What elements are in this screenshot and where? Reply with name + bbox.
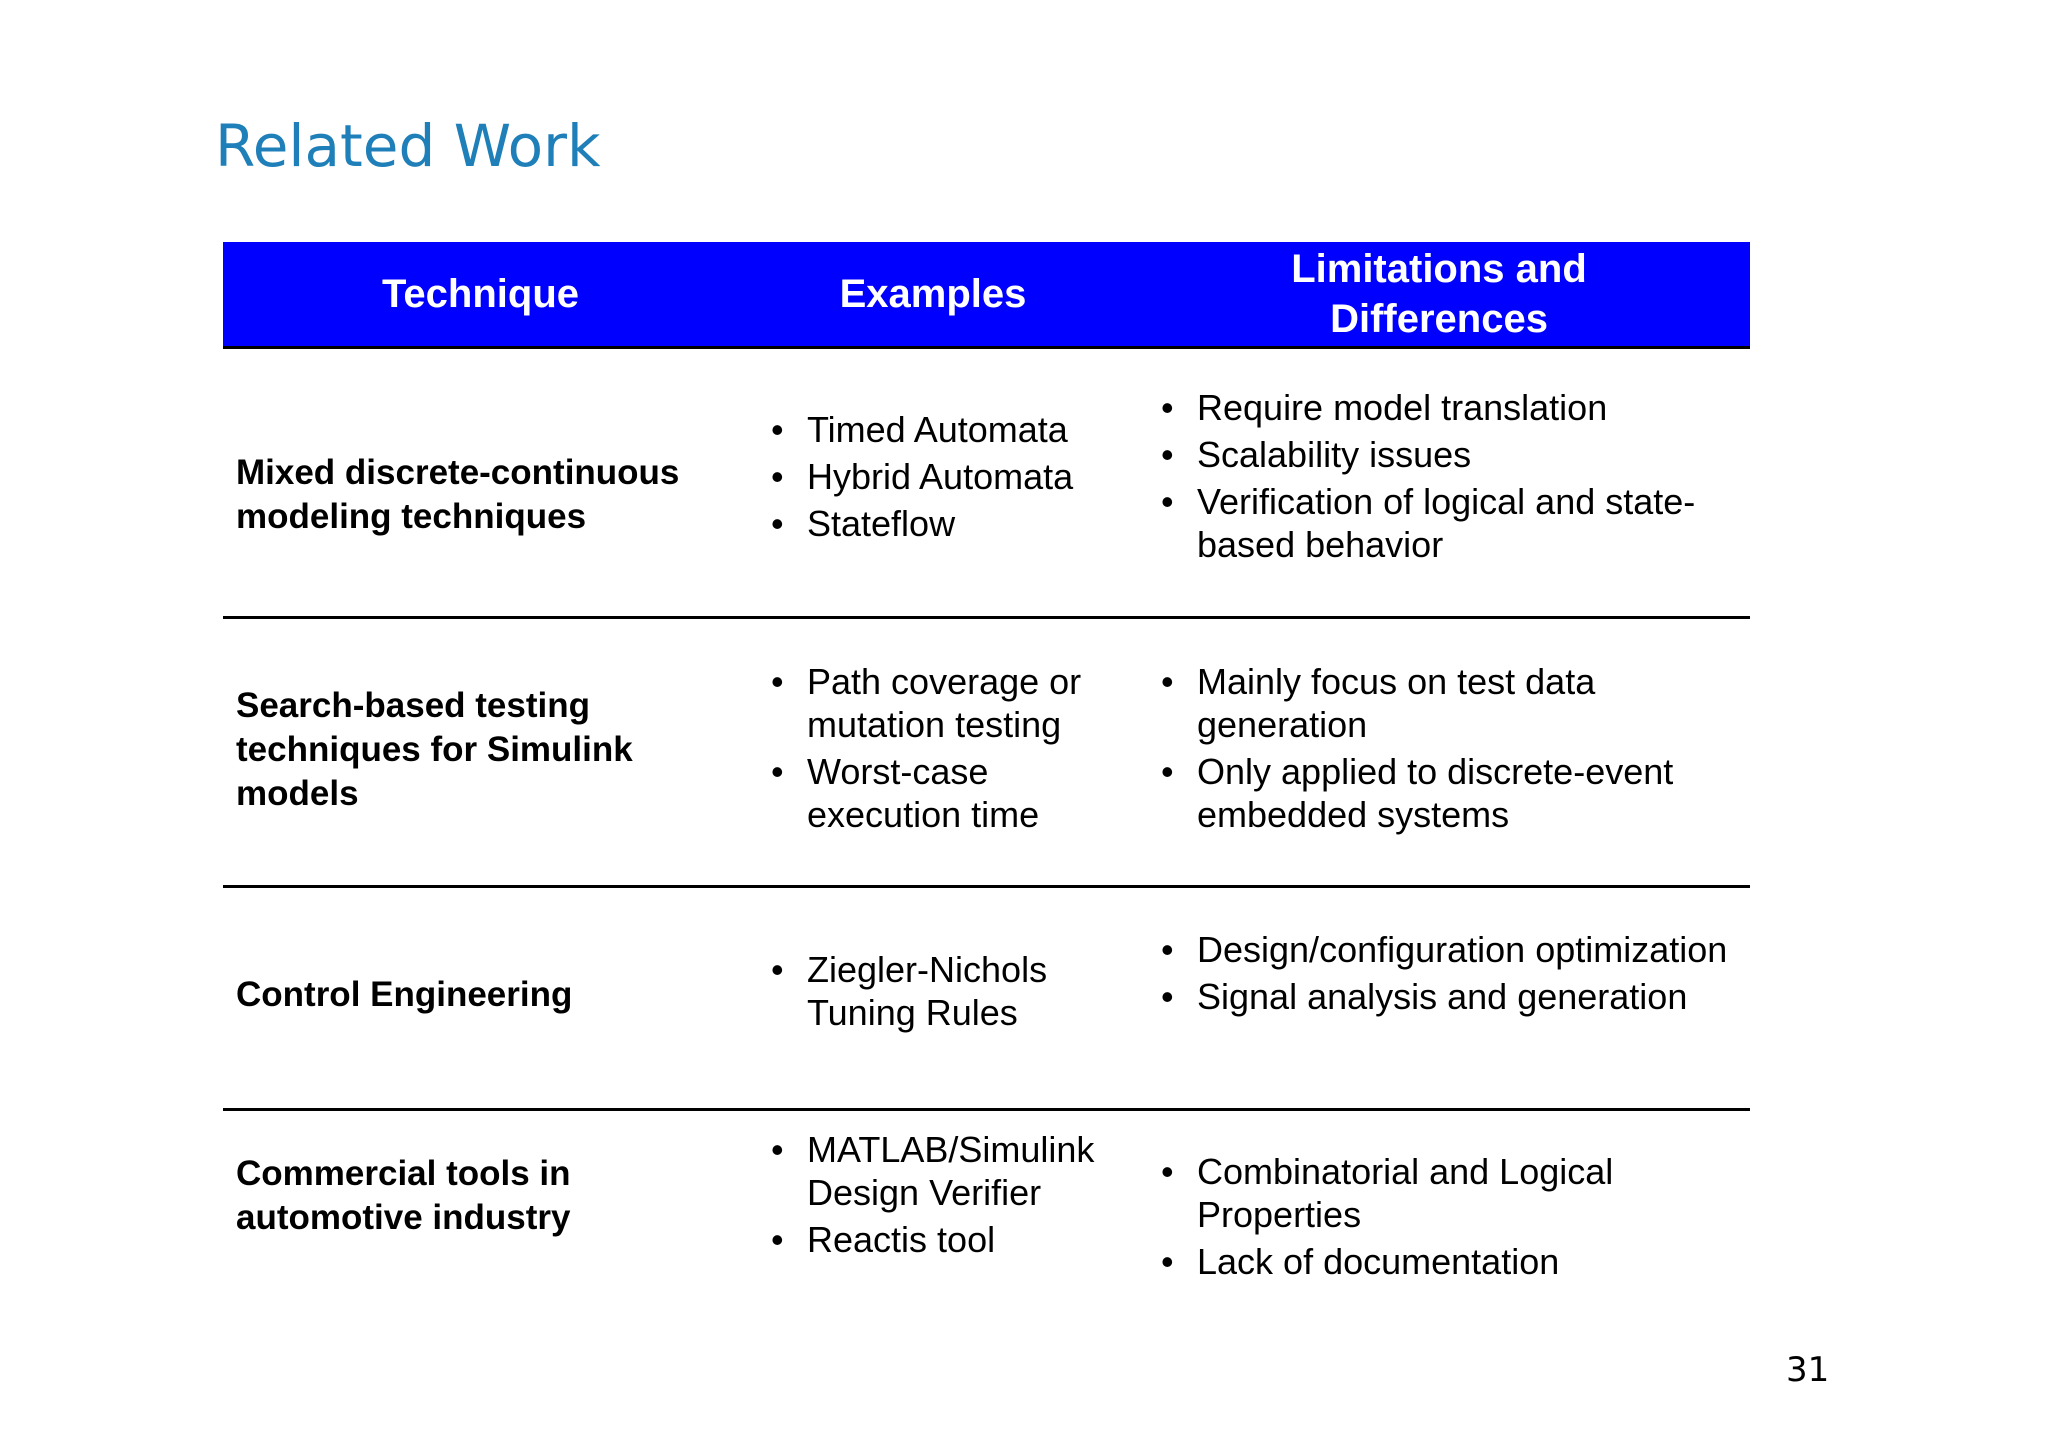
row-3-technique: Control Engineering [236,975,573,1014]
list-item: • Only applied to discrete-event embedded systems [1155,750,1745,836]
row-divider [223,885,1750,888]
list-item: • Require model translation [1155,386,1745,429]
row-4-technique: Commercial tools in automotive industry [236,1154,571,1237]
row-1-examples [765,408,1125,549]
list-item: • Lack of documentation [1155,1240,1745,1283]
list-item: • Timed Automata [765,408,1125,451]
row-3-limitations [1155,928,1745,1022]
row-1-technique: Mixed discrete-continuous modeling techniques [236,453,680,536]
list-item: • Design/configuration optimization [1155,928,1745,971]
list-item: • Scalability issues [1155,433,1745,476]
row-2-technique: Search-based testing techniques for Simulink models [236,686,633,813]
header-technique: Technique [381,272,580,316]
page-number: 31 [1786,1350,1830,1390]
row-2-limitations [1155,660,1745,840]
header-limitations: Limitations and Differences [1291,247,1587,341]
list-item: • Combinatorial and Logical Properties [1155,1150,1745,1236]
list-item: • Reactis tool [765,1218,1125,1261]
row-2-examples [765,660,1125,840]
row-1-limitations [1155,386,1745,570]
table-header [223,242,1750,349]
header-examples: Examples [839,272,1027,316]
list-item: • Hybrid Automata [765,455,1125,498]
row-3-examples [765,948,1125,1038]
list-item: • Signal analysis and generation [1155,975,1745,1018]
list-item: • Mainly focus on test data generation [1155,660,1745,746]
row-divider [223,616,1750,619]
row-4-examples [765,1128,1125,1265]
list-item: • Stateflow [765,502,1125,545]
list-item: • MATLAB/Simulink Design Verifier [765,1128,1125,1214]
list-item: • Verification of logical and state-based behavior [1155,480,1745,566]
list-item: • Path coverage or mutation testing [765,660,1125,746]
row-4-limitations [1155,1150,1745,1287]
list-item: • Worst-case execution time [765,750,1125,836]
row-divider [223,1108,1750,1111]
list-item: • Ziegler-Nichols Tuning Rules [765,948,1125,1034]
slide-title: Related Work [215,112,601,180]
